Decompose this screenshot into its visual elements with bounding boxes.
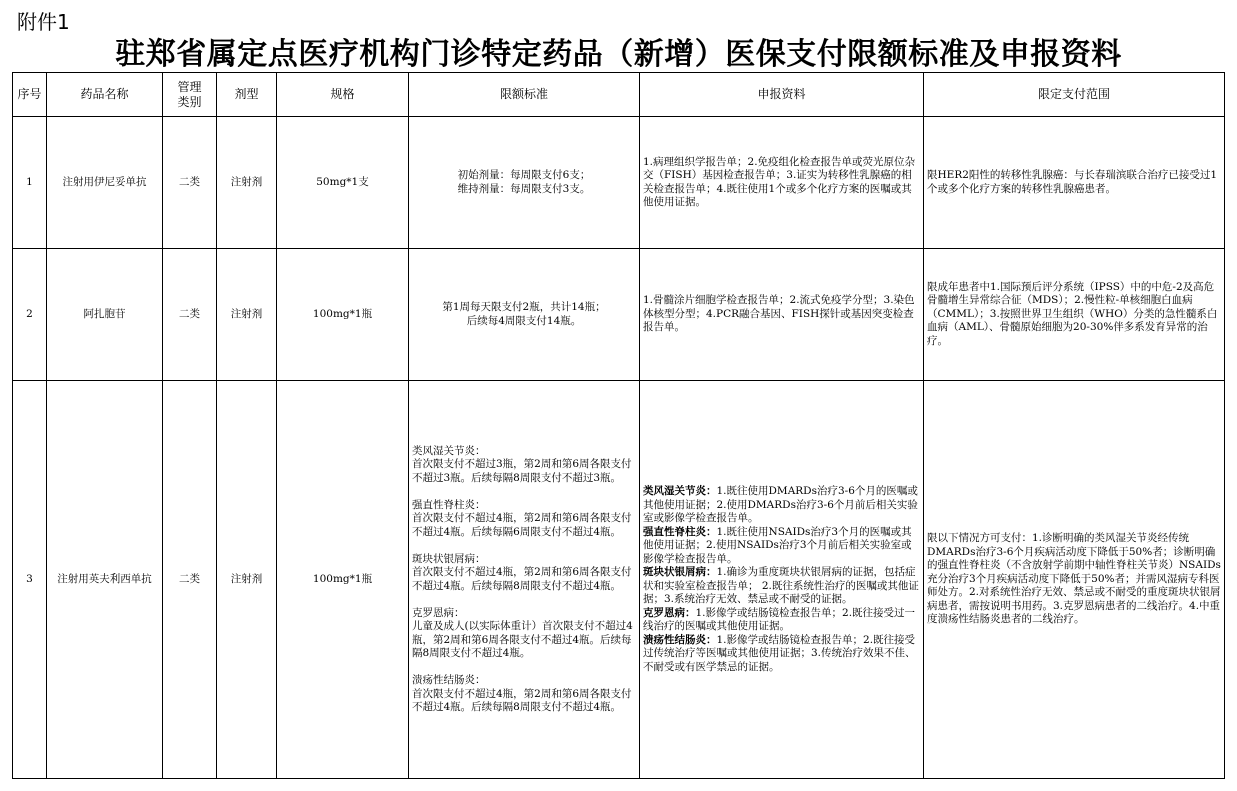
cell-category: 二类 (163, 249, 217, 381)
limit-block-as: 强直性脊柱炎： 首次限支付不超过4瓶，第2周和第6周各限支付不超过4瓶。后续每隔6周限支付不超过4瓶。 (412, 498, 632, 538)
cell-drug-name: 注射用伊尼妥单抗 (47, 117, 163, 249)
cell-scope: 限HER2阳性的转移性乳腺癌：与长春瑞滨联合治疗已接受过1个或多个化疗方案的转移性乳腺癌患者。 (924, 117, 1225, 249)
table-row (13, 117, 1225, 249)
cell-seq: 1 (13, 117, 47, 249)
cell-materials: 1.病理组织学报告单；2.免疫组化检查报告单或荧光原位杂交（FISH）基因检查报告单；3.证实为转移性乳腺癌的相关检查报告单；4.既往使用1个或多个化疗方案的医嘱或其他使用证据。 (640, 117, 924, 249)
cell-category: 二类 (163, 117, 217, 249)
header-scope: 限定支付范围 (924, 73, 1225, 117)
materials-label: 克罗恩病： (643, 606, 696, 619)
materials-text: 1.确诊为重度斑块状银屑病的证据，包括症状和实验室检查报告单； 2.既往系统性治疗的医嘱或其他证据；3.系统治疗无效、禁忌或不耐受的证据。 (643, 566, 919, 605)
materials-text: 1.影像学或结肠镜检查报告单；2.既往接受过一线治疗的医嘱或其他使用证据。 (643, 606, 916, 632)
table-row (13, 381, 1225, 779)
cell-limit (409, 381, 640, 779)
materials-item-uc (643, 634, 920, 675)
materials-label: 斑块状银屑病： (643, 566, 717, 578)
materials-label: 溃疡性结肠炎： (643, 633, 717, 646)
cell-spec: 100mg*1瓶 (277, 381, 409, 779)
header-seq: 序号 (13, 73, 47, 117)
cell-scope: 限成年患者中1.国际预后评分系统（IPSS）中的中危-2及高危骨髓增生异常综合征（MDS）；2.慢性粒-单核细胞白血病（CMML）；3.按照世界卫生组织（WHO）分类的急性髓系白血病（AML）、骨髓原始细胞为20-30%伴多系发育异常的治疗。 (924, 249, 1225, 381)
limit-block-psoriasis: 斑块状银屑病： 首次限支付不超过4瓶，第2周和第6周各限支付不超过4瓶。后续每隔8周限支付不超过4瓶。 (412, 552, 632, 592)
cell-drug-name: 注射用英夫利西单抗 (47, 381, 163, 779)
attachment-label: 附件1 (17, 10, 70, 34)
materials-text: 1.既往使用DMARDs治疗3-6个月的医嘱或其他使用证据；2.使用DMARDs治疗3-6个月前后相关实验室或影像学检查报告单。 (643, 485, 918, 524)
materials-item-crohn (643, 607, 920, 634)
drug-limit-table (12, 72, 1225, 779)
limit-block-ra: 类风湿关节炎： 首次限支付不超过3瓶，第2周和第6周各限支付不超过3瓶。后续每隔8周限支付不超过3瓶。 (412, 444, 632, 484)
limit-block-crohn: 克罗恩病： 儿童及成人(以实际体重计）首次限支付不超过4瓶，第2周和第6周各限支付不超过4瓶。后续每隔8周限支付不超过4瓶。 (412, 606, 633, 659)
limit-block-uc: 溃疡性结肠炎： 首次限支付不超过4瓶，第2周和第6周各限支付不超过4瓶。后续每隔8周限支付不超过4瓶。 (412, 674, 632, 713)
cell-category: 二类 (163, 381, 217, 779)
cell-spec: 100mg*1瓶 (277, 249, 409, 381)
materials-text: 1.既往使用NSAIDs治疗3个月的医嘱或其他使用证据；2.使用NSAIDs治疗3个月前后相关实验室或影像学检查报告单。 (643, 525, 912, 565)
cell-form: 注射剂 (217, 249, 277, 381)
document-title: 驻郑省属定点医疗机构门诊特定药品（新增）医保支付限额标准及申报资料 (115, 37, 1122, 72)
materials-item-ra (643, 485, 920, 526)
materials-label: 强直性脊柱炎： (643, 525, 717, 538)
cell-seq: 3 (13, 381, 47, 779)
cell-form: 注射剂 (217, 381, 277, 779)
cell-limit: 初始剂量：每周限支付6支； 维持剂量：每周限支付3支。 (409, 117, 640, 249)
cell-materials: 1.骨髓涂片细胞学检查报告单；2.流式免疫学分型；3.染色体核型分型；4.PCR融合基因、FISH探针或基因突变检查报告单。 (640, 249, 924, 381)
table-row (13, 249, 1225, 381)
cell-drug-name: 阿扎胞苷 (47, 249, 163, 381)
cell-form: 注射剂 (217, 117, 277, 249)
materials-item-psoriasis (643, 566, 920, 607)
header-form: 剂型 (217, 73, 277, 117)
materials-label: 类风湿关节炎： (643, 485, 717, 497)
cell-limit: 第1周每天限支付2瓶，共计14瓶； 后续每4周限支付14瓶。 (409, 249, 640, 381)
cell-spec: 50mg*1支 (277, 117, 409, 249)
materials-text: 1.影像学或结肠镜检查报告单；2.既往接受过传统治疗等医嘱或其他使用证据；3.传统治疗效果不佳、不耐受或有医学禁忌的证据。 (643, 633, 916, 673)
header-limit: 限额标准 (409, 73, 640, 117)
cell-seq: 2 (13, 249, 47, 381)
cell-scope: 限以下情况方可支付：1.诊断明确的类风湿关节炎经传统DMARDs治疗3-6个月疾病活动度下降低于50%者；诊断明确的强直性脊柱炎（不含放射学前期中轴性脊柱关节炎）NSAIDs充分治疗3个月疾病活动度下降低于50%者；并需风湿病专科医师处方。2.对系统性治疗无效、禁忌或不耐受的重度斑块状银屑病患者，需按说明书用药。3.克罗恩病患者的二线治疗。4.中重度溃疡性结肠炎患者的二线治疗。 (924, 381, 1225, 779)
header-category: 管理 类别 (163, 73, 217, 117)
cell-materials (640, 381, 924, 779)
header-materials: 申报资料 (640, 73, 924, 117)
table-header-row (13, 73, 1225, 117)
materials-item-as (643, 526, 920, 567)
header-spec: 规格 (277, 73, 409, 117)
header-drug-name: 药品名称 (47, 73, 163, 117)
